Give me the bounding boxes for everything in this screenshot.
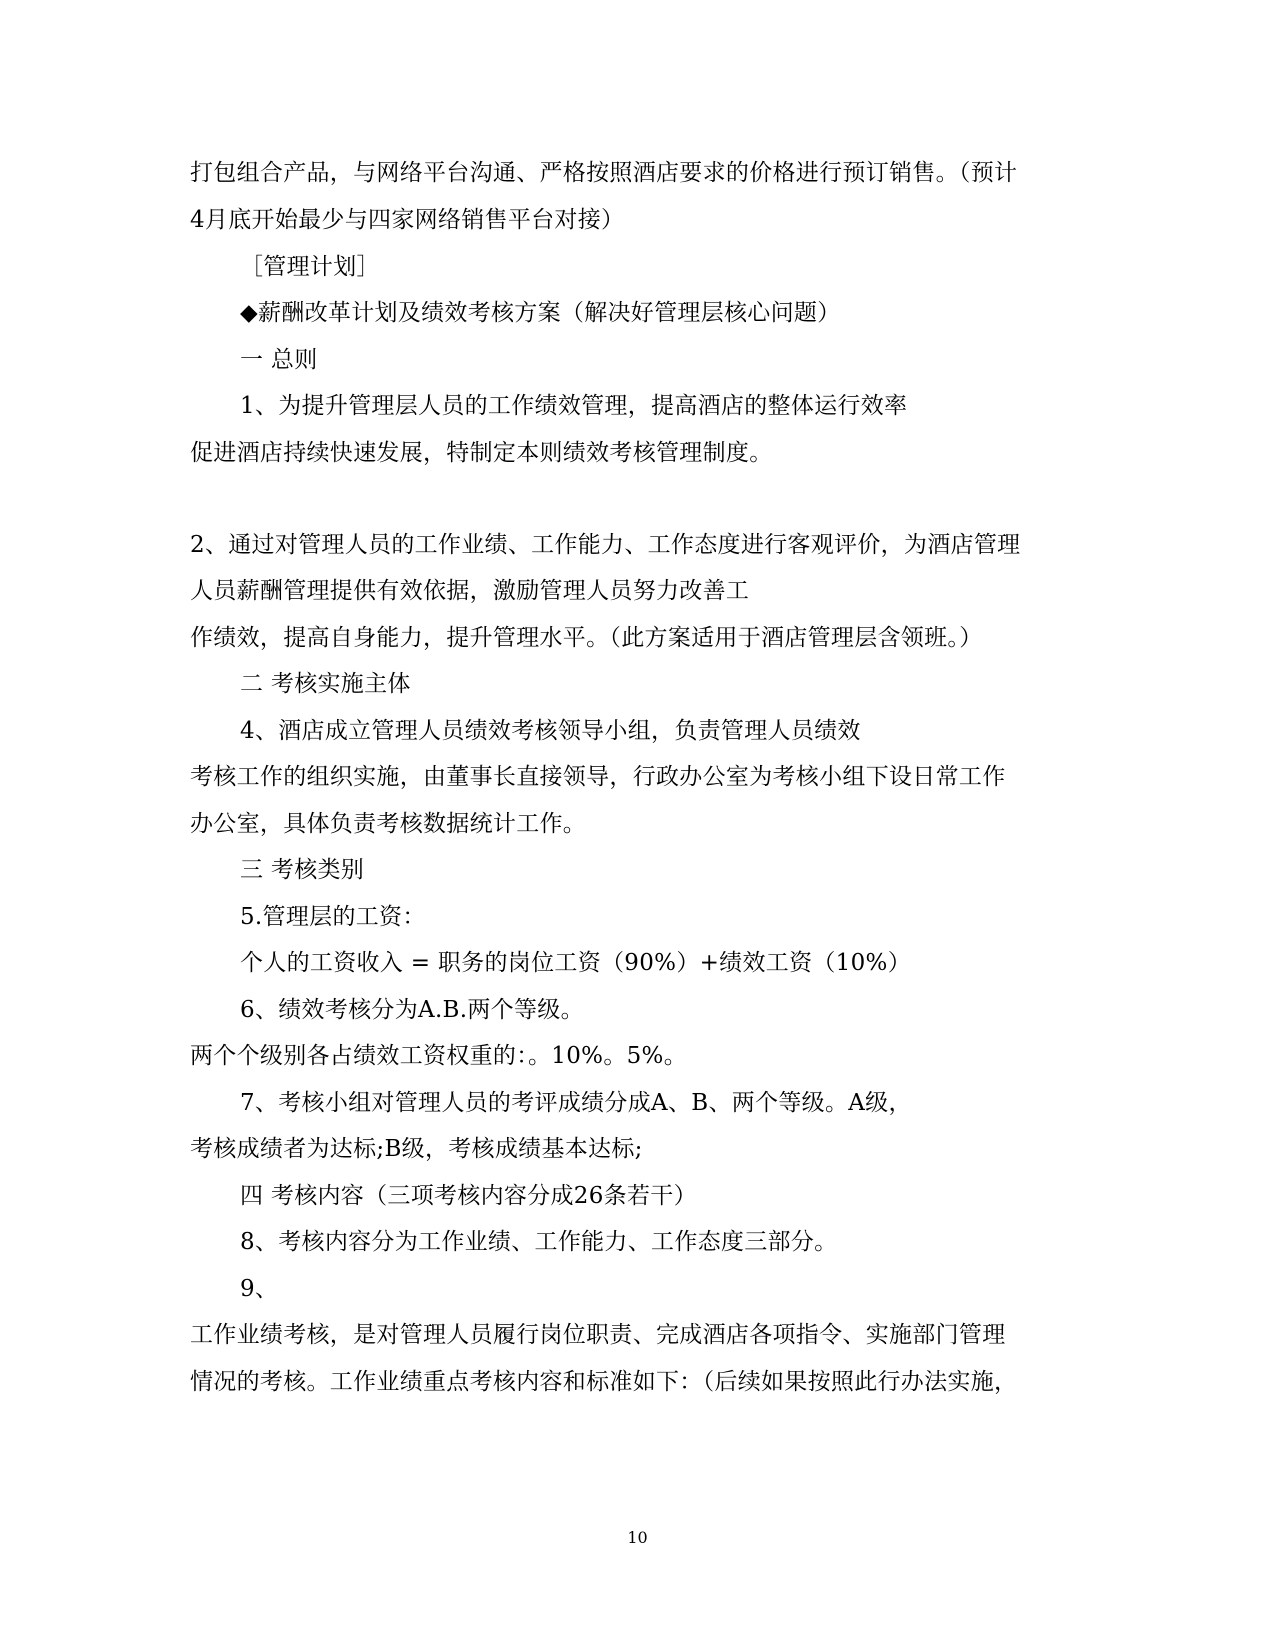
section-heading: ◆薪酬改革计划及绩效考核方案（解决好管理层核心问题） <box>240 300 841 326</box>
paragraph-line: 工作业绩考核，是对管理人员履行岗位职责、完成酒店各项指令、实施部门管理 <box>190 1322 1006 1348</box>
paragraph-line: 4月底开始最少与四家网络销售平台对接） <box>190 207 625 233</box>
paragraph-line: 7、考核小组对管理人员的考评成绩分成A、B、两个等级。A级， <box>240 1090 912 1116</box>
paragraph-line: 1、为提升管理层人员的工作绩效管理，提高酒店的整体运行效率 <box>240 393 908 419</box>
section-heading: 二 考核实施主体 <box>240 671 411 697</box>
paragraph-line: 5.管理层的工资： <box>240 904 426 930</box>
paragraph-line: 4、酒店成立管理人员绩效考核领导小组，负责管理人员绩效 <box>240 718 861 744</box>
section-heading: 一 总则 <box>240 347 318 373</box>
paragraph-line: 人员薪酬管理提供有效依据，激励管理人员努力改善工 <box>190 578 750 604</box>
paragraph-line: 情况的考核。工作业绩重点考核内容和标准如下：（后续如果按照此行办法实施， <box>190 1369 1018 1395</box>
paragraph-line: 个人的工资收入 = 职务的岗位工资（90%）+绩效工资（10%） <box>240 950 912 976</box>
paragraph-line: 办公室，具体负责考核数据统计工作。 <box>190 811 587 837</box>
paragraph-line: 考核成绩者为达标;B级，考核成绩基本达标; <box>190 1136 643 1162</box>
page-number: 10 <box>627 1528 648 1547</box>
paragraph-line: 9、 <box>240 1276 279 1302</box>
paragraph-line: 6、绩效考核分为A.B.两个等级。 <box>240 997 584 1023</box>
paragraph-line: 作绩效，提高自身能力，提升管理水平。（此方案适用于酒店管理层含领班。） <box>190 625 983 651</box>
paragraph-line: 打包组合产品，与网络平台沟通、严格按照酒店要求的价格进行预订销售。（预计 <box>190 160 1018 186</box>
paragraph-line: 2、通过对管理人员的工作业绩、工作能力、工作态度进行客观评价，为酒店管理 <box>190 532 1021 558</box>
paragraph-line: 考核工作的组织实施，由董事长直接领导，行政办公室为考核小组下设日常工作 <box>190 764 1006 790</box>
paragraph-line: 促进酒店持续快速发展，特制定本则绩效考核管理制度。 <box>190 440 773 466</box>
paragraph-line: 8、考核内容分为工作业绩、工作能力、工作态度三部分。 <box>240 1229 838 1255</box>
paragraph-line: 两个个级别各占绩效工资权重的：。10%。5%。 <box>190 1043 688 1069</box>
section-heading: 三 考核类别 <box>240 857 365 883</box>
section-heading: 四 考核内容（三项考核内容分成26条若干） <box>240 1183 697 1209</box>
section-heading: ［管理计划］ <box>240 254 380 280</box>
